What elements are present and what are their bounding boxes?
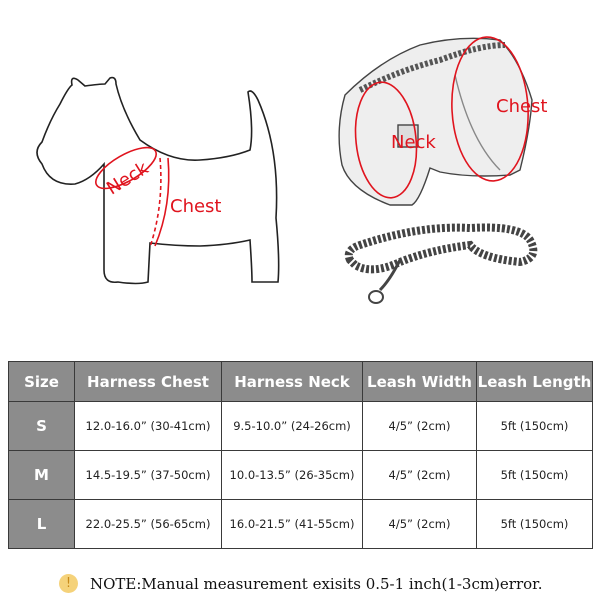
header-leash-length: Leash Length — [477, 362, 593, 402]
table-row — [9, 451, 593, 500]
neck-cell: 10.0-13.5” (26-35cm) — [222, 451, 363, 500]
measurement-note — [59, 574, 542, 593]
warning-icon: ! — [59, 574, 78, 593]
dog-chest-label: Chest — [170, 196, 222, 217]
size-cell: S — [9, 402, 75, 451]
harness-chest-label: Chest — [496, 96, 548, 117]
width-cell: 4/5” (2cm) — [363, 451, 477, 500]
chest-cell: 12.0-16.0” (30-41cm) — [75, 402, 222, 451]
header-leash-width: Leash Width — [363, 362, 477, 402]
dog-outline-icon — [37, 78, 279, 284]
header-harness-chest: Harness Chest — [75, 362, 222, 402]
chest-cell: 14.5-19.5” (37-50cm) — [75, 451, 222, 500]
table-row — [9, 500, 593, 549]
chest-cell: 22.0-25.5” (56-65cm) — [75, 500, 222, 549]
dog-neck-label: Neck — [103, 157, 153, 200]
leash-icon — [349, 228, 534, 304]
neck-cell: 16.0-21.5” (41-55cm) — [222, 500, 363, 549]
width-cell: 4/5” (2cm) — [363, 402, 477, 451]
length-cell: 5ft (150cm) — [477, 500, 593, 549]
header-harness-neck: Harness Neck — [222, 362, 363, 402]
neck-cell: 9.5-10.0” (24-26cm) — [222, 402, 363, 451]
size-cell: L — [9, 500, 75, 549]
length-cell: 5ft (150cm) — [477, 451, 593, 500]
size-cell: M — [9, 451, 75, 500]
harness-neck-label: Neck — [391, 132, 436, 153]
length-cell: 5ft (150cm) — [477, 402, 593, 451]
header-size: Size — [9, 362, 75, 402]
table-header-row — [9, 362, 593, 402]
size-chart-table — [8, 361, 593, 549]
note-text: NOTE:Manual measurement exisits 0.5-1 inch(1-3cm)error. — [90, 574, 543, 593]
width-cell: 4/5” (2cm) — [363, 500, 477, 549]
table-row — [9, 402, 593, 451]
